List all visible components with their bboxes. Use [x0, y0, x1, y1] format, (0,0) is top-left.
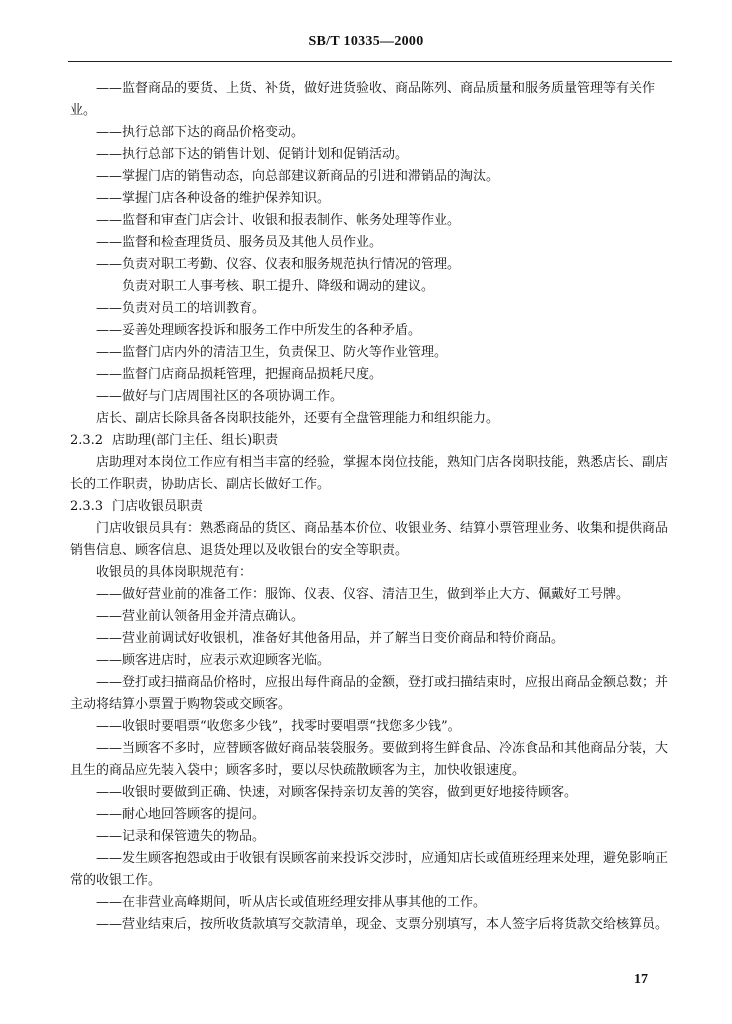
manager-duty-item: ——掌握门店的销售动态，向总部建议新商品的引进和滞销品的淘汰。: [96, 169, 500, 184]
section-number: 2.3.2: [70, 433, 104, 448]
section-heading-2-3-3: [70, 496, 670, 518]
section-title: 门店收银员职责: [112, 499, 204, 514]
manager-duty-item: ——负责对员工的培训教育。: [96, 301, 266, 316]
cashier-duty-item: ——耐心地回答顾客的提问。: [96, 807, 266, 822]
cashier-duty-item: ——发生顾客抱怨或由于收银有误顾客前来投诉交涉时，应通知店长或值班经理来处理，避免影响正常的收银工作。: [70, 851, 669, 888]
manager-duty-item: ——监督商品的要货、上货、补货，做好进货验收、商品陈列、商品质量和服务质量管理等有关作业。: [70, 81, 656, 118]
manager-duty-item-continued: 负责对职工人事考核、职工提升、降级和调动的建议。: [122, 279, 435, 294]
manager-duty-item: ——监督和审查门店会计、收银和报表制作、帐务处理等作业。: [96, 213, 461, 228]
cashier-duty-item: ——收银时要唱票“收您多少钱”，找零时要唱票“找您多少钱”。: [96, 719, 461, 734]
document-header-code: SB/T 10335—2000: [308, 34, 424, 49]
section-number: 2.3.3: [70, 499, 104, 514]
cashier-duty-item: ——顾客进店时，应表示欢迎顾客光临。: [96, 653, 331, 668]
cashier-duty-item: ——营业结束后，按所收货款填写交款清单，现金、支票分别填写，本人签字后将货款交给核算员。: [96, 917, 669, 932]
cashier-duty-item: ——收银时要做到正确、快速，对顾客保持亲切友善的笑容，做到更好地接待顾客。: [96, 785, 578, 800]
manager-duty-item: ——监督门店内外的清洁卫生，负责保卫、防火等作业管理。: [96, 345, 448, 360]
cashier-duty-item: ——做好营业前的准备工作：服饰、仪表、仪容、清洁卫生，做到举止大方、佩戴好工号牌。: [96, 587, 630, 602]
manager-duty-item: ——妥善处理顾客投诉和服务工作中所发生的各种矛盾。: [96, 323, 422, 338]
manager-duty-item: ——执行总部下达的商品价格变动。: [96, 125, 305, 140]
page-number: 17: [634, 972, 648, 987]
cashier-duty-item: ——在非营业高峰期间，听从店长或值班经理安排从事其他的工作。: [96, 895, 487, 910]
section-title: 店助理(部门主任、组长)职责: [112, 433, 279, 448]
header-rule: [68, 61, 672, 62]
manager-duty-item: ——监督和检查理货员、服务员及其他人员作业。: [96, 235, 383, 250]
section-heading-2-3-2: [70, 430, 670, 452]
manager-duty-item: ——监督门店商品损耗管理，把握商品损耗尺度。: [96, 367, 383, 382]
spec-intro: 收银员的具体岗职规范有：: [96, 565, 253, 580]
manager-summary: 店长、副店长除具备各岗职技能外，还要有全盘管理能力和组织能力。: [96, 411, 500, 426]
cashier-duty-item: ——营业前认领备用金并清点确认。: [96, 609, 305, 624]
manager-duty-item: ——做好与门店周围社区的各项协调工作。: [96, 389, 344, 404]
cashier-duty-item: ——登打或扫描商品价格时，应报出每件商品的金额，登打或扫描结束时，应报出商品金额总数；并主动将结算小票置于购物袋或交顾客。: [70, 675, 669, 712]
manager-duty-item: ——执行总部下达的销售计划、促销计划和促销活动。: [96, 147, 409, 162]
cashier-duty-item: ——营业前调试好收银机，准备好其他备用品，并了解当日变价商品和特价商品。: [96, 631, 565, 646]
section-body: 店助理对本岗位工作应有相当丰富的经验，掌握本岗位技能，熟知门店各岗职技能，熟悉店长、副店长的工作职责，协助店长、副店长做好工作。: [70, 455, 669, 492]
cashier-duty-item: ——当顾客不多时，应替顾客做好商品装袋服务。要做到将生鲜食品、冷冻食品和其他商品分装，大且生的商品应先装入袋中；顾客多时，要以尽快疏散顾客为主，加快收银速度。: [70, 741, 669, 778]
manager-duty-item: ——负责对职工考勤、仪容、仪表和服务规范执行情况的管理。: [96, 257, 461, 272]
cashier-duty-item: ——记录和保管遗失的物品。: [96, 829, 266, 844]
manager-duty-item: ——掌握门店各种设备的维护保养知识。: [96, 191, 331, 206]
page-body: [70, 78, 670, 936]
section-intro: 门店收银员具有：熟悉商品的货区、商品基本价位、收银业务、结算小票管理业务、收集和提供商品销售信息、顾客信息、退货处理以及收银台的安全等职责。: [70, 521, 669, 558]
